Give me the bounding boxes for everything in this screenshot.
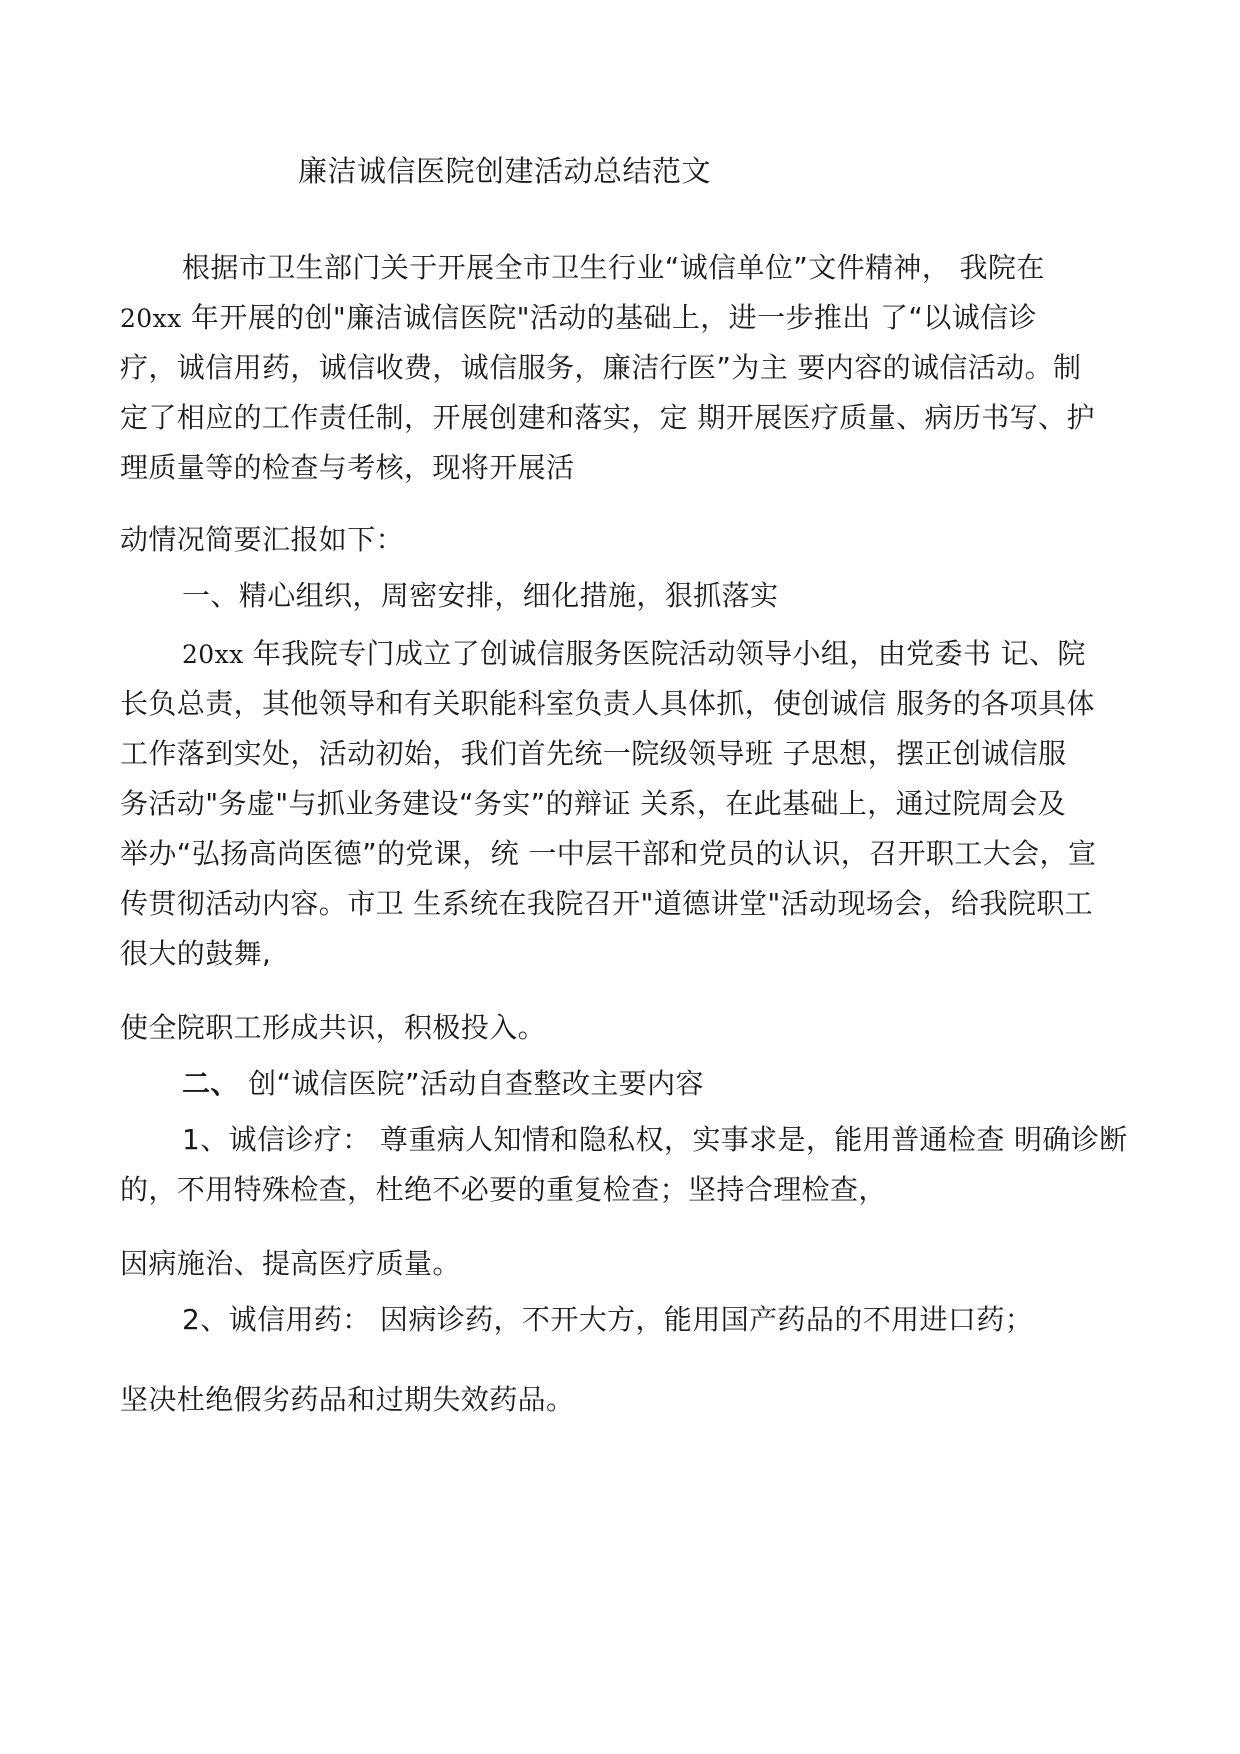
- paragraph-2-line-7: 很大的鼓舞,: [120, 937, 272, 970]
- paragraph-1-line-5: 理质量等的检查与考核，现将开展活: [120, 451, 575, 484]
- paragraph-1-line-4: 定了相应的工作责任制，开展创建和落实，定 期开展医疗质量、病历书写、护: [120, 401, 1095, 434]
- paragraph-2-line-6: 传贯彻活动内容。市卫 生系统在我院召开"道德讲堂"活动现场会，给我院职工: [120, 887, 1094, 920]
- item-2-line-2: 坚决杜绝假劣药品和过期失效药品。: [120, 1383, 575, 1416]
- paragraph-2-line-2: 长负总责，其他领导和有关职能科室负责人具体抓，使创诚信 服务的各项具体: [120, 687, 1095, 720]
- paragraph-1-line-2-text: 年开展的创"廉洁诚信医院"活动的基础上，进一步推出 了“以诚信诊: [181, 301, 1037, 334]
- paragraph-2-line-5: 举办“弘扬高尚医德”的党课，统 一中层干部和党员的认识，召开职工大会，宣: [120, 837, 1097, 870]
- year-text: 20xx: [120, 304, 182, 333]
- item-2-label: 2、诚信用药：: [182, 1303, 371, 1336]
- paragraph-2-line-8: 使全院职工形成共识，积极投入。: [120, 1011, 547, 1044]
- section-heading-2-text: 创“诚信医院”活动自查整改主要内容: [238, 1067, 704, 1100]
- paragraph-1-line-6: 动情况简要汇报如下：: [120, 523, 405, 556]
- paragraph-1-line-2: [120, 298, 1037, 339]
- item-1-line-1: [182, 1120, 1128, 1160]
- item-1-label: 1、诚信诊疗：: [182, 1123, 371, 1156]
- year-text: 20xx: [182, 640, 244, 669]
- section-heading-2-number: 二、: [182, 1067, 239, 1100]
- paragraph-2-line-4: 务活动"务虚"与抓业务建设“务实”的辩证 关系，在此基础上，通过院周会及: [120, 787, 1067, 820]
- item-2-line-1-text: 因病诊药，不开大方，能用国产药品的不用进口药；: [370, 1303, 1034, 1336]
- paragraph-2-line-1-text: 年我院专门成立了创诚信服务医院活动领导小组，由党委书 记、院: [243, 637, 1086, 670]
- item-2-line-1: [182, 1300, 1033, 1340]
- section-heading-2: [182, 1064, 704, 1104]
- paragraph-1-line-1: 根据市卫生部门关于开展全市卫生行业“诚信单位”文件精神， 我院在: [182, 251, 1045, 284]
- item-1-line-1-text: 尊重病人知情和隐私权，实事求是，能用普通检查 明确诊断: [370, 1123, 1128, 1156]
- paragraph-2-line-1: [182, 634, 1086, 675]
- paragraph-2-line-3: 工作落到实处，活动初始，我们首先统一院级领导班 子思想，摆正创诚信服: [120, 737, 1067, 770]
- section-heading-1: 一、精心组织，周密安排，细化措施，狠抓落实: [182, 579, 779, 612]
- item-1-line-2: 的，不用特殊检查，杜绝不必要的重复检查；坚持合理检查，: [120, 1173, 887, 1206]
- item-1-line-3: 因病施治、提高医疗质量。: [120, 1247, 461, 1280]
- document-title: 廉洁诚信医院创建活动总结范文: [298, 154, 712, 188]
- paragraph-1-line-3: 疗，诚信用药，诚信收费，诚信服务，廉洁行医”为主 要内容的诚信活动。制: [120, 351, 1082, 384]
